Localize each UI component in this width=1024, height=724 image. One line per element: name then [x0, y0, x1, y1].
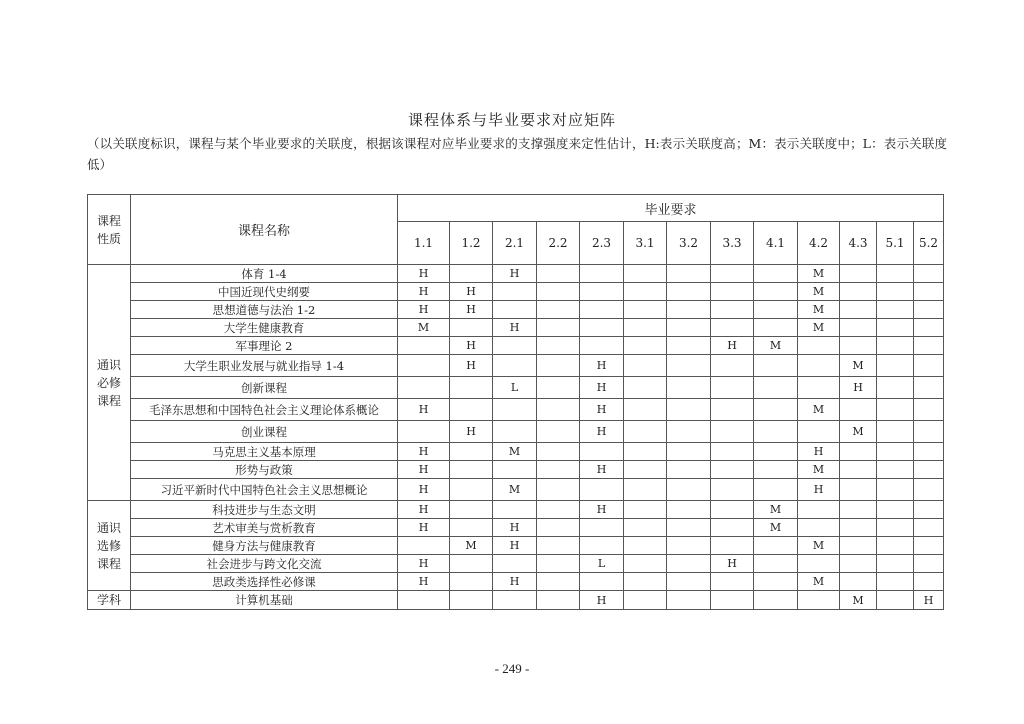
relevance-cell: [537, 443, 580, 461]
relevance-cell: H: [580, 461, 624, 479]
relevance-cell: [624, 301, 667, 319]
relevance-cell: [877, 461, 914, 479]
relevance-cell: [798, 377, 840, 399]
table-row: [88, 377, 944, 399]
relevance-cell: [711, 461, 754, 479]
relevance-cell: H: [711, 337, 754, 355]
course-type-label: 通识必修课程: [96, 357, 121, 408]
relevance-cell: H: [711, 555, 754, 573]
relevance-cell: [537, 337, 580, 355]
table-row: [88, 555, 944, 573]
course-name-cell: 马克思主义基本原理: [131, 443, 398, 461]
relevance-cell: [798, 337, 840, 355]
relevance-cell: H: [914, 591, 944, 610]
relevance-cell: [493, 501, 537, 519]
table-row: [88, 537, 944, 555]
relevance-cell: H: [398, 283, 450, 301]
relevance-cell: [580, 337, 624, 355]
relevance-cell: [877, 355, 914, 377]
relevance-cell: [624, 399, 667, 421]
relevance-cell: [711, 377, 754, 399]
relevance-cell: [450, 319, 493, 337]
relevance-cell: [711, 591, 754, 610]
table-row: [88, 501, 944, 519]
requirement-column-header: 5.2: [914, 222, 944, 265]
table-row: [88, 461, 944, 479]
relevance-cell: L: [493, 377, 537, 399]
relevance-cell: [711, 443, 754, 461]
relevance-cell: [877, 519, 914, 537]
relevance-cell: M: [798, 461, 840, 479]
header-requirements: 毕业要求: [398, 195, 944, 222]
relevance-cell: M: [493, 443, 537, 461]
relevance-cell: [398, 537, 450, 555]
relevance-cell: [914, 519, 944, 537]
relevance-cell: [667, 537, 711, 555]
relevance-cell: [754, 479, 798, 501]
table-row: [88, 443, 944, 461]
relevance-cell: [711, 519, 754, 537]
relevance-cell: [667, 377, 711, 399]
header-course-name: 课程名称: [131, 195, 398, 265]
relevance-cell: [840, 573, 877, 591]
relevance-cell: [798, 421, 840, 443]
relevance-cell: [711, 265, 754, 283]
table-row: [88, 519, 944, 537]
relevance-cell: [840, 265, 877, 283]
relevance-cell: [798, 555, 840, 573]
relevance-cell: H: [398, 301, 450, 319]
relevance-cell: [667, 501, 711, 519]
course-name-cell: 中国近现代史纲要: [131, 283, 398, 301]
relevance-cell: [398, 337, 450, 355]
relevance-cell: [493, 555, 537, 573]
relevance-cell: [450, 479, 493, 501]
relevance-cell: [624, 283, 667, 301]
relevance-cell: [840, 461, 877, 479]
relevance-cell: [624, 265, 667, 283]
course-name-cell: 大学生职业发展与就业指导 1-4: [131, 355, 398, 377]
relevance-cell: [798, 591, 840, 610]
relevance-cell: [667, 319, 711, 337]
relevance-cell: [877, 573, 914, 591]
relevance-cell: [711, 537, 754, 555]
relevance-cell: L: [580, 555, 624, 573]
relevance-cell: H: [398, 501, 450, 519]
relevance-cell: [450, 461, 493, 479]
course-name-cell: 艺术审美与赏析教育: [131, 519, 398, 537]
relevance-cell: [537, 555, 580, 573]
relevance-cell: [450, 377, 493, 399]
relevance-cell: [493, 461, 537, 479]
relevance-cell: [914, 265, 944, 283]
relevance-cell: [711, 501, 754, 519]
legend-note: （以关联度标识，课程与某个毕业要求的关联度，根据该课程对应毕业要求的支撑强度来定性估计，H:表示关联度高；M：表示关联度中；L：表示关联度低）: [87, 136, 947, 172]
course-name-cell: 习近平新时代中国特色社会主义思想概论: [131, 479, 398, 501]
relevance-cell: [667, 479, 711, 501]
relevance-cell: M: [754, 519, 798, 537]
relevance-cell: [877, 283, 914, 301]
relevance-cell: [914, 301, 944, 319]
course-type-cell: [88, 591, 131, 610]
relevance-cell: [624, 479, 667, 501]
relevance-cell: [711, 283, 754, 301]
relevance-cell: [580, 519, 624, 537]
relevance-cell: [493, 355, 537, 377]
relevance-cell: [840, 519, 877, 537]
relevance-cell: H: [450, 301, 493, 319]
course-name-cell: 计算机基础: [131, 591, 398, 610]
relevance-cell: [840, 319, 877, 337]
relevance-cell: [537, 461, 580, 479]
relevance-cell: [624, 573, 667, 591]
relevance-cell: M: [798, 265, 840, 283]
relevance-cell: M: [493, 479, 537, 501]
relevance-cell: [450, 399, 493, 421]
table-row: [88, 591, 944, 610]
relevance-cell: [537, 377, 580, 399]
relevance-cell: H: [840, 377, 877, 399]
requirement-column-header: 4.3: [840, 222, 877, 265]
relevance-cell: M: [754, 501, 798, 519]
requirement-column-header: 2.3: [580, 222, 624, 265]
relevance-cell: [624, 501, 667, 519]
relevance-cell: [493, 283, 537, 301]
table-row: [88, 283, 944, 301]
relevance-cell: [537, 421, 580, 443]
course-type-cell: [88, 265, 131, 501]
relevance-cell: [624, 555, 667, 573]
relevance-cell: H: [398, 461, 450, 479]
table-row: [88, 421, 944, 443]
relevance-cell: [667, 399, 711, 421]
relevance-cell: M: [798, 283, 840, 301]
relevance-cell: [537, 501, 580, 519]
table-row: [88, 319, 944, 337]
requirement-column-header: 3.1: [624, 222, 667, 265]
relevance-cell: [667, 283, 711, 301]
relevance-cell: [711, 301, 754, 319]
relevance-cell: [537, 479, 580, 501]
relevance-cell: M: [798, 301, 840, 319]
relevance-cell: H: [450, 421, 493, 443]
relevance-cell: M: [798, 573, 840, 591]
relevance-cell: [450, 501, 493, 519]
relevance-cell: M: [798, 537, 840, 555]
requirement-column-header: 1.2: [450, 222, 493, 265]
requirement-column-header: 4.1: [754, 222, 798, 265]
relevance-cell: [537, 265, 580, 283]
relevance-cell: [711, 399, 754, 421]
relevance-cell: M: [840, 421, 877, 443]
relevance-cell: [840, 337, 877, 355]
relevance-cell: [877, 337, 914, 355]
relevance-cell: [798, 501, 840, 519]
relevance-cell: [398, 377, 450, 399]
relevance-cell: H: [450, 283, 493, 301]
relevance-cell: [840, 555, 877, 573]
relevance-cell: H: [398, 519, 450, 537]
course-name-cell: 创业课程: [131, 421, 398, 443]
relevance-cell: [711, 573, 754, 591]
relevance-cell: [914, 377, 944, 399]
table-row: [88, 265, 944, 283]
relevance-cell: H: [493, 537, 537, 555]
relevance-cell: [914, 501, 944, 519]
relevance-cell: [914, 573, 944, 591]
relevance-cell: [450, 555, 493, 573]
requirement-column-header: 3.2: [667, 222, 711, 265]
requirement-column-header: 1.1: [398, 222, 450, 265]
relevance-cell: [580, 443, 624, 461]
table-row: [88, 479, 944, 501]
relevance-cell: [914, 421, 944, 443]
relevance-cell: [754, 399, 798, 421]
relevance-cell: M: [450, 537, 493, 555]
relevance-cell: [667, 301, 711, 319]
relevance-cell: [711, 479, 754, 501]
relevance-cell: [840, 283, 877, 301]
course-name-cell: 社会进步与跨文化交流: [131, 555, 398, 573]
requirement-column-header: 5.1: [877, 222, 914, 265]
relevance-cell: [624, 319, 667, 337]
requirement-column-header: 3.3: [711, 222, 754, 265]
relevance-cell: [624, 355, 667, 377]
relevance-cell: [914, 479, 944, 501]
relevance-cell: [667, 265, 711, 283]
relevance-cell: [493, 399, 537, 421]
relevance-cell: [877, 301, 914, 319]
relevance-cell: [877, 421, 914, 443]
page-number: - 249 -: [494, 661, 530, 676]
requirement-column-header: 2.1: [493, 222, 537, 265]
relevance-cell: [667, 555, 711, 573]
course-name-cell: 形势与政策: [131, 461, 398, 479]
relevance-cell: [877, 479, 914, 501]
relevance-cell: H: [580, 399, 624, 421]
relevance-cell: M: [840, 355, 877, 377]
relevance-cell: [537, 319, 580, 337]
relevance-cell: H: [580, 377, 624, 399]
relevance-cell: [754, 355, 798, 377]
table-row: [88, 337, 944, 355]
relevance-cell: [537, 399, 580, 421]
relevance-cell: H: [493, 519, 537, 537]
table-row: [88, 573, 944, 591]
relevance-cell: [537, 519, 580, 537]
relevance-cell: [754, 461, 798, 479]
relevance-cell: [493, 421, 537, 443]
relevance-cell: [711, 421, 754, 443]
relevance-cell: [840, 301, 877, 319]
course-type-cell: [88, 501, 131, 591]
relevance-cell: [667, 519, 711, 537]
relevance-cell: [754, 421, 798, 443]
relevance-cell: [624, 337, 667, 355]
relevance-cell: [877, 501, 914, 519]
relevance-cell: [667, 355, 711, 377]
relevance-cell: [754, 573, 798, 591]
relevance-cell: [580, 537, 624, 555]
relevance-cell: H: [493, 265, 537, 283]
course-name-cell: 大学生健康教育: [131, 319, 398, 337]
relevance-cell: H: [398, 265, 450, 283]
relevance-cell: [450, 265, 493, 283]
relevance-cell: [398, 421, 450, 443]
relevance-cell: H: [493, 319, 537, 337]
relevance-cell: [624, 377, 667, 399]
relevance-cell: [754, 283, 798, 301]
relevance-cell: [580, 479, 624, 501]
table-row: [88, 301, 944, 319]
relevance-cell: [624, 591, 667, 610]
relevance-cell: [877, 265, 914, 283]
course-type-label: 学科: [96, 593, 121, 607]
relevance-cell: [667, 443, 711, 461]
relevance-cell: [450, 573, 493, 591]
relevance-cell: H: [450, 355, 493, 377]
relevance-cell: [840, 479, 877, 501]
relevance-cell: [493, 337, 537, 355]
relevance-cell: H: [398, 555, 450, 573]
relevance-cell: M: [798, 399, 840, 421]
relevance-cell: H: [580, 501, 624, 519]
relevance-cell: H: [580, 355, 624, 377]
relevance-cell: M: [798, 319, 840, 337]
relevance-cell: [914, 283, 944, 301]
course-name-cell: 思政类选择性必修课: [131, 573, 398, 591]
relevance-cell: [493, 301, 537, 319]
relevance-cell: [450, 519, 493, 537]
header-course-type-text: 课程性质: [96, 213, 121, 246]
relevance-cell: M: [840, 591, 877, 610]
relevance-cell: [877, 555, 914, 573]
course-type-label: 通识选修课程: [96, 520, 121, 571]
relevance-cell: [754, 443, 798, 461]
relevance-cell: [667, 461, 711, 479]
relevance-cell: [624, 537, 667, 555]
relevance-cell: [537, 355, 580, 377]
relevance-cell: [914, 337, 944, 355]
relevance-cell: [914, 555, 944, 573]
relevance-cell: [711, 319, 754, 337]
course-name-cell: 体育 1-4: [131, 265, 398, 283]
course-name-cell: 科技进步与生态文明: [131, 501, 398, 519]
course-name-cell: 军事理论 2: [131, 337, 398, 355]
relevance-cell: [914, 537, 944, 555]
relevance-cell: [624, 461, 667, 479]
relevance-cell: [580, 283, 624, 301]
relevance-cell: [798, 355, 840, 377]
relevance-cell: [667, 573, 711, 591]
relevance-cell: [754, 265, 798, 283]
relevance-cell: [877, 399, 914, 421]
relevance-cell: [754, 591, 798, 610]
relevance-cell: [914, 443, 944, 461]
relevance-cell: [537, 591, 580, 610]
relevance-cell: [754, 319, 798, 337]
relevance-cell: [624, 443, 667, 461]
relevance-cell: H: [398, 573, 450, 591]
relevance-cell: H: [450, 337, 493, 355]
relevance-cell: [667, 591, 711, 610]
table-row: [88, 399, 944, 421]
relevance-cell: [398, 591, 450, 610]
relevance-cell: [914, 355, 944, 377]
relevance-cell: [537, 573, 580, 591]
relevance-cell: [840, 443, 877, 461]
relevance-cell: M: [398, 319, 450, 337]
relevance-cell: [877, 319, 914, 337]
relevance-cell: H: [398, 443, 450, 461]
relevance-cell: [580, 265, 624, 283]
relevance-cell: [537, 537, 580, 555]
table-row: [88, 355, 944, 377]
relevance-cell: [877, 377, 914, 399]
relevance-cell: [398, 355, 450, 377]
relevance-cell: [798, 519, 840, 537]
relevance-cell: [754, 377, 798, 399]
relevance-cell: [450, 443, 493, 461]
relevance-cell: [840, 399, 877, 421]
relevance-cell: [914, 461, 944, 479]
relevance-cell: [754, 301, 798, 319]
header-course-type: [88, 195, 131, 265]
relevance-cell: H: [580, 591, 624, 610]
course-name-cell: 创新课程: [131, 377, 398, 399]
relevance-cell: [537, 283, 580, 301]
relevance-cell: [580, 573, 624, 591]
relevance-cell: [580, 301, 624, 319]
relevance-cell: [667, 421, 711, 443]
course-name-cell: 毛泽东思想和中国特色社会主义理论体系概论: [131, 399, 398, 421]
relevance-cell: [624, 421, 667, 443]
relevance-cell: H: [398, 399, 450, 421]
relevance-cell: [877, 591, 914, 610]
relevance-cell: [493, 591, 537, 610]
relevance-cell: [840, 501, 877, 519]
relevance-cell: H: [580, 421, 624, 443]
relevance-cell: [537, 301, 580, 319]
course-name-cell: 思想道德与法治 1-2: [131, 301, 398, 319]
relevance-cell: [754, 555, 798, 573]
requirement-column-header: 4.2: [798, 222, 840, 265]
relevance-cell: [914, 319, 944, 337]
relevance-cell: H: [798, 443, 840, 461]
course-requirement-matrix: [87, 194, 944, 610]
relevance-cell: [667, 337, 711, 355]
relevance-cell: H: [798, 479, 840, 501]
relevance-cell: [711, 355, 754, 377]
relevance-cell: M: [754, 337, 798, 355]
relevance-cell: [877, 537, 914, 555]
relevance-cell: [580, 319, 624, 337]
relevance-cell: [624, 519, 667, 537]
document-title: 课程体系与毕业要求对应矩阵: [407, 111, 616, 129]
relevance-cell: H: [398, 479, 450, 501]
relevance-cell: [754, 537, 798, 555]
relevance-cell: [877, 443, 914, 461]
relevance-cell: H: [493, 573, 537, 591]
relevance-cell: [840, 537, 877, 555]
course-name-cell: 健身方法与健康教育: [131, 537, 398, 555]
requirement-column-header: 2.2: [537, 222, 580, 265]
relevance-cell: [450, 591, 493, 610]
relevance-cell: [914, 399, 944, 421]
